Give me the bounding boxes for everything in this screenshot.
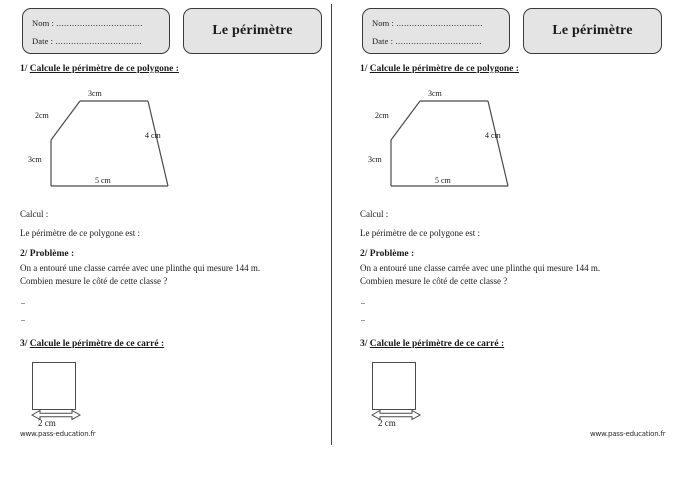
polygon-label-right: 4 cm <box>485 131 501 140</box>
student-id-box <box>362 8 510 54</box>
exercise1-number: 1/ <box>360 64 368 74</box>
exercise2-heading <box>20 249 74 259</box>
header-row <box>22 8 322 56</box>
exercise3-number: 3/ <box>360 339 368 349</box>
name-label: Nom : <box>372 18 397 28</box>
header-row <box>362 8 662 56</box>
answer-dash-2[interactable] <box>21 320 25 321</box>
answer-prompt[interactable]: Le périmètre de ce polygone est : <box>20 228 140 238</box>
polygon-label-right: 4 cm <box>145 131 161 140</box>
polygon-label-upper-left: 2cm <box>35 111 49 120</box>
exercise3-heading-text: Calcule le périmètre de ce carré : <box>29 339 165 349</box>
exercise3-heading-text: Calcule le périmètre de ce carré : <box>369 339 505 349</box>
polygon-figure <box>0 84 340 202</box>
page-divider <box>331 4 332 445</box>
polygon-label-top: 3cm <box>88 89 102 98</box>
exercise3-heading <box>360 339 504 349</box>
square-side-label: 2 cm <box>38 418 56 428</box>
exercise2-heading-text: Problème : <box>29 249 75 259</box>
worksheet-title-box <box>183 8 322 54</box>
polygon-label-bottom: 5 cm <box>95 176 111 185</box>
exercise2-line1: On a entouré une classe carrée avec une plinthe qui mesure 144 m. <box>20 263 261 273</box>
square-figure <box>32 362 76 410</box>
exercise3-number: 3/ <box>20 339 28 349</box>
polygon-label-upper-left: 2cm <box>375 111 389 120</box>
exercise2-line2: Combien mesure le côté de cette classe ? <box>360 276 508 286</box>
footer-url: www.pass-education.fr <box>590 430 666 438</box>
exercise2-heading-text: Problème : <box>369 249 415 259</box>
answer-dash-2[interactable] <box>361 320 365 321</box>
exercise2-heading <box>360 249 414 259</box>
date-label: Date : <box>32 36 56 46</box>
name-field[interactable] <box>372 18 483 28</box>
exercise2-line2: Combien mesure le côté de cette classe ? <box>20 276 168 286</box>
name-field[interactable] <box>32 18 143 28</box>
calcul-label: Calcul : <box>360 209 389 219</box>
exercise1-heading-text: Calcule le périmètre de ce polygone : <box>369 64 519 74</box>
page-title: Le périmètre <box>212 23 293 38</box>
exercise1-heading <box>20 64 179 74</box>
answer-dash-1[interactable] <box>361 303 365 304</box>
exercise1-heading <box>360 64 519 74</box>
polygon-label-bottom: 5 cm <box>435 176 451 185</box>
exercise2-line1: On a entouré une classe carrée avec une plinthe qui mesure 144 m. <box>360 263 601 273</box>
polygon-label-lower-left: 3cm <box>28 155 42 164</box>
polygon-figure <box>340 84 680 202</box>
dimension-arrow-icon <box>28 408 84 422</box>
exercise1-heading-text: Calcule le périmètre de ce polygone : <box>29 64 179 74</box>
polygon-label-top: 3cm <box>428 89 442 98</box>
calcul-label: Calcul : <box>20 209 49 219</box>
exercise2-number: 2/ <box>20 249 28 259</box>
exercise1-number: 1/ <box>20 64 28 74</box>
date-label: Date : <box>372 36 396 46</box>
worksheet-title-box <box>523 8 662 54</box>
dimension-arrow-icon <box>368 408 424 422</box>
name-dots: ................................. <box>56 18 143 28</box>
polygon-label-lower-left: 3cm <box>368 155 382 164</box>
date-field[interactable] <box>32 36 142 46</box>
student-id-box <box>22 8 170 54</box>
name-dots: ................................. <box>396 18 483 28</box>
polygon-svg <box>0 84 340 202</box>
name-label: Nom : <box>32 18 57 28</box>
answer-prompt[interactable]: Le périmètre de ce polygone est : <box>360 228 480 238</box>
exercise2-number: 2/ <box>360 249 368 259</box>
date-field[interactable] <box>372 36 482 46</box>
square-side-label: 2 cm <box>378 418 396 428</box>
square-figure <box>372 362 416 410</box>
page-title: Le périmètre <box>552 23 633 38</box>
footer-url: www.pass-education.fr <box>20 430 96 438</box>
polygon-svg <box>340 84 680 202</box>
date-dots: ................................. <box>55 36 142 46</box>
answer-dash-1[interactable] <box>21 303 25 304</box>
exercise3-heading <box>20 339 164 349</box>
date-dots: ................................. <box>395 36 482 46</box>
worksheet-right <box>340 0 680 480</box>
